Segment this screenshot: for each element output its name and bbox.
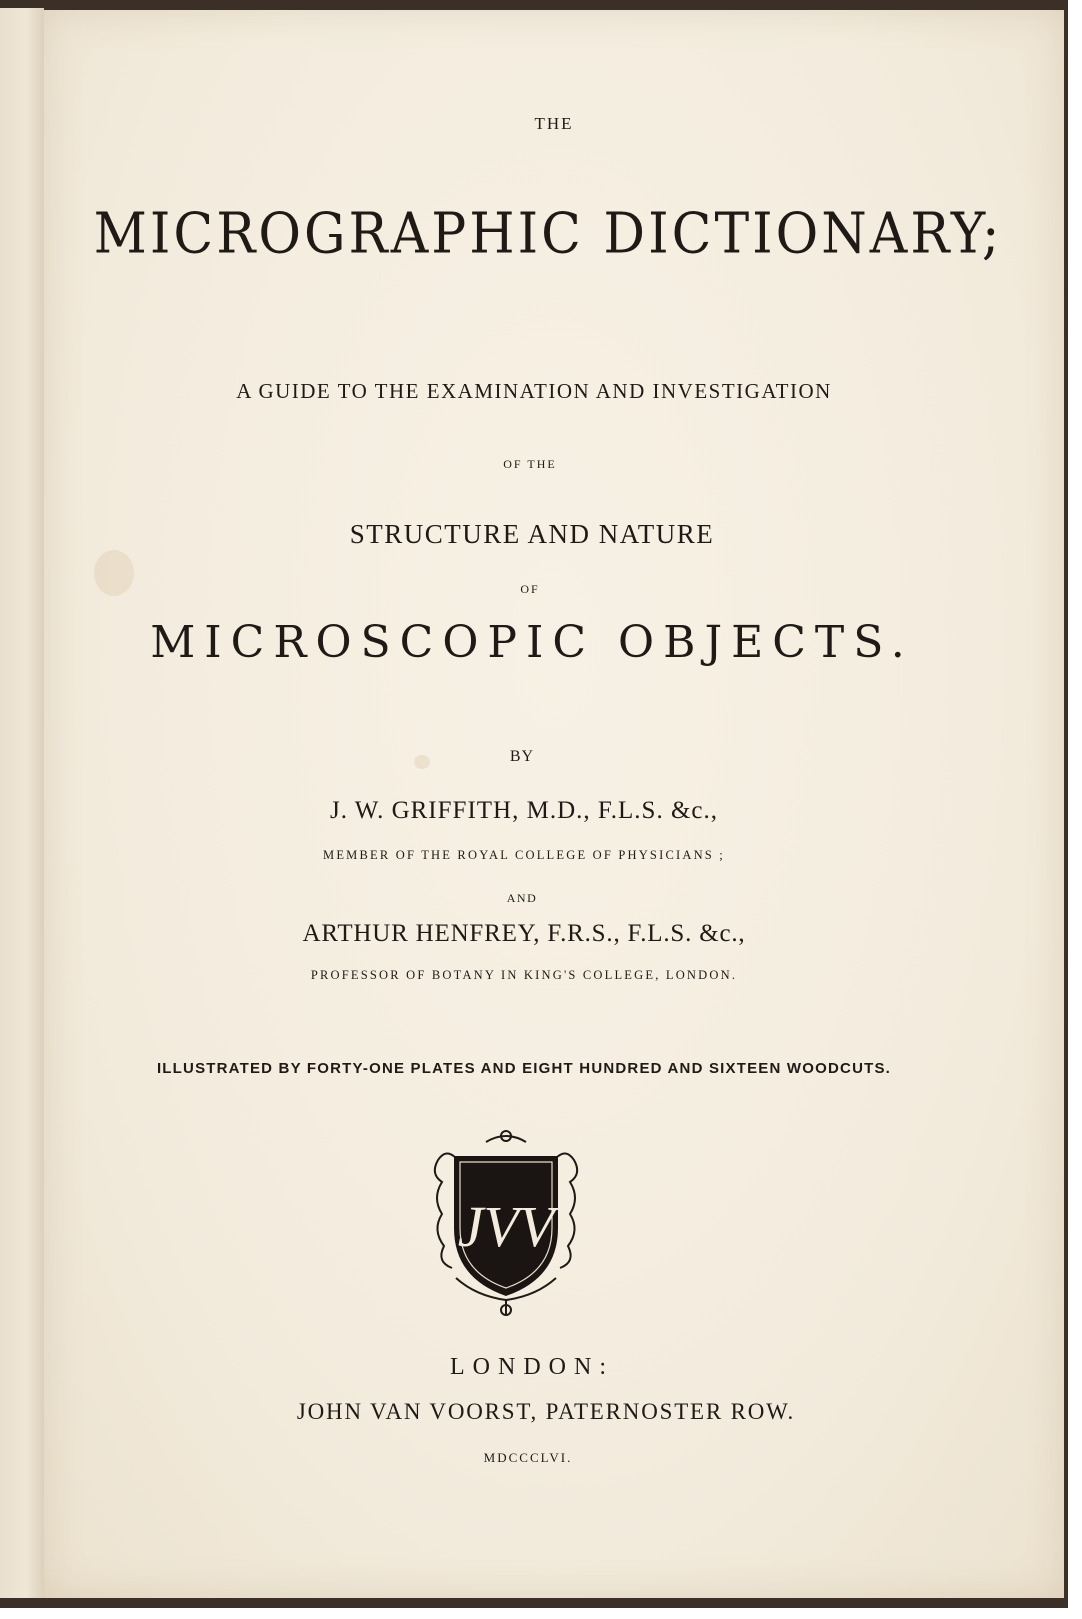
author-2-role: PROFESSOR OF BOTANY IN KING'S COLLEGE, LONDON.: [310, 968, 738, 982]
subtitle-line-4: OF: [520, 582, 540, 596]
imprint-place: LONDON:: [450, 1354, 614, 1380]
subtitle-line-2: OF THE: [503, 457, 557, 471]
subtitle-line-1: A GUIDE TO THE EXAMINATION AND INVESTIGATION: [236, 379, 832, 403]
illustrations-note: ILLUSTRATED BY FORTY-ONE PLATES AND EIGHT HUNDRED AND SIXTEEN WOODCUTS.: [156, 1060, 892, 1077]
monogram-text: JVV: [457, 1194, 555, 1259]
author-2: ARTHUR HENFREY, F.R.S., F.L.S. &c.,: [302, 920, 746, 947]
title-prefix: THE: [534, 114, 574, 133]
author-1-role: MEMBER OF THE ROYAL COLLEGE OF PHYSICIANS ;: [323, 848, 725, 862]
printers-device-emblem: [426, 1128, 586, 1318]
book-title: MICROGRAPHIC DICTIONARY;: [93, 201, 1003, 267]
author-1: J. W. GRIFFITH, M.D., F.L.S. &c.,: [330, 797, 718, 824]
by-label: BY: [509, 748, 535, 765]
scan-margin-right: [1068, 0, 1082, 1619]
imprint-publisher: JOHN VAN VOORST, PATERNOSTER ROW.: [296, 1399, 796, 1424]
title-page: [44, 10, 1064, 1598]
and-label: AND: [506, 891, 538, 905]
subtitle-line-3: STRUCTURE AND NATURE: [349, 519, 715, 549]
scan-margin-bottom: [0, 1608, 1082, 1619]
imprint-year: MDCCCLVI.: [483, 1450, 573, 1465]
page-gutter: [0, 8, 44, 1598]
subtitle-line-5: MICROSCOPIC OBJECTS.: [150, 617, 914, 668]
